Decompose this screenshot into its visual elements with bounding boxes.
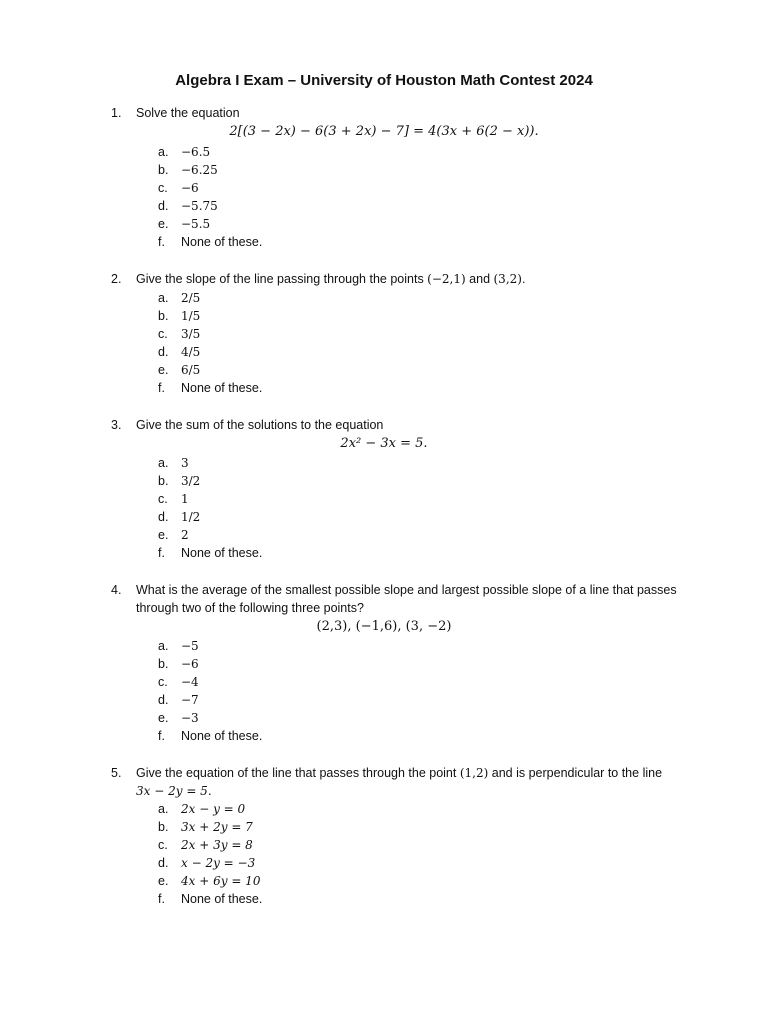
question-text: Give the sum of the solutions to the equation <box>136 418 384 432</box>
option-value: −7 <box>181 693 199 707</box>
point-coordinates: (−2,1) <box>427 272 466 286</box>
option-value: 4x + 6y = 10 <box>181 874 261 888</box>
option-letter: d. <box>158 856 169 870</box>
option-letter: e. <box>158 217 169 231</box>
option-letter: a. <box>158 145 169 159</box>
question-equation: 2[(3 − 2x) − 6(3 + 2x) − 7] = 4(3x + 6(2 − x)). <box>229 124 539 139</box>
option-letter: c. <box>158 181 168 195</box>
question-text-part: and is perpendicular to the line <box>488 766 663 780</box>
option-value: 1/2 <box>181 510 201 524</box>
option-letter: a. <box>158 639 169 653</box>
option-letter: c. <box>158 492 168 506</box>
option-value: 3/5 <box>181 327 201 341</box>
question-text-part: . <box>521 272 526 286</box>
option-letter: e. <box>158 874 169 888</box>
option-letter: b. <box>158 474 169 488</box>
question-equation: 3x − 2y = 5. <box>136 784 212 798</box>
option-value: −6 <box>181 181 199 195</box>
option-letter: c. <box>158 838 168 852</box>
option-letter: a. <box>158 456 169 470</box>
option-letter: b. <box>158 657 169 671</box>
option-value: None of these. <box>181 235 263 249</box>
option-value: 3/2 <box>181 474 201 488</box>
question-text-part: and <box>465 272 494 286</box>
question-text: Solve the equation <box>136 106 240 120</box>
option-value: 2/5 <box>181 291 201 305</box>
option-value: 3 <box>181 456 189 470</box>
option-letter: c. <box>158 675 168 689</box>
option-letter: c. <box>158 327 168 341</box>
question-text-part: Give the slope of the line passing through the points <box>136 272 428 286</box>
option-value: −4 <box>181 675 199 689</box>
option-letter: f. <box>158 235 165 249</box>
question-text: through two of the following three points? <box>136 601 364 615</box>
option-value: 4/5 <box>181 345 201 359</box>
point-coordinates: (3,2) <box>493 272 522 286</box>
option-value: −5.75 <box>181 199 218 213</box>
option-letter: a. <box>158 802 169 816</box>
option-value: x − 2y = −3 <box>181 856 256 870</box>
question-number: 1. <box>111 106 122 120</box>
question-number: 2. <box>111 272 122 286</box>
option-value: None of these. <box>181 546 263 560</box>
question-text <box>136 270 696 288</box>
option-letter: d. <box>158 345 169 359</box>
option-value: 6/5 <box>181 363 201 377</box>
question-number: 3. <box>111 418 122 432</box>
question-number: 4. <box>111 583 122 597</box>
option-value: 2 <box>181 528 189 542</box>
question-number: 5. <box>111 766 122 780</box>
option-value: −6.5 <box>181 145 211 159</box>
option-letter: b. <box>158 309 169 323</box>
option-value: 1/5 <box>181 309 201 323</box>
option-value: −6 <box>181 657 199 671</box>
option-value: 3x + 2y = 7 <box>181 820 253 834</box>
option-letter: e. <box>158 711 169 725</box>
option-letter: d. <box>158 510 169 524</box>
option-letter: e. <box>158 363 169 377</box>
option-letter: f. <box>158 381 165 395</box>
option-letter: f. <box>158 729 165 743</box>
question-equation: 2x² − 3x = 5. <box>340 436 428 451</box>
option-value: None of these. <box>181 381 263 395</box>
option-letter: d. <box>158 199 169 213</box>
option-letter: a. <box>158 291 169 305</box>
option-value: 2x + 3y = 8 <box>181 838 253 852</box>
option-letter: b. <box>158 820 169 834</box>
option-letter: d. <box>158 693 169 707</box>
option-value: −5.5 <box>181 217 211 231</box>
question-text-part: Give the equation of the line that passes through the point <box>136 766 460 780</box>
question-text <box>136 764 696 782</box>
option-letter: f. <box>158 546 165 560</box>
option-value: −5 <box>181 639 199 653</box>
option-letter: b. <box>158 163 169 177</box>
option-letter: e. <box>158 528 169 542</box>
option-value: None of these. <box>181 892 263 906</box>
option-value: −6.25 <box>181 163 218 177</box>
point-coordinates: (1,2) <box>459 766 489 780</box>
option-value: 2x − y = 0 <box>181 802 246 816</box>
option-value: None of these. <box>181 729 263 743</box>
option-letter: f. <box>158 892 165 906</box>
exam-title: Algebra I Exam – University of Houston Math Contest 2024 <box>175 72 593 89</box>
question-points: (2,3), (−1,6), (3, −2) <box>316 619 452 634</box>
question-text: What is the average of the smallest possible slope and largest possible slope of a line that passes <box>136 583 677 597</box>
option-value: −3 <box>181 711 199 725</box>
option-value: 1 <box>181 492 189 506</box>
